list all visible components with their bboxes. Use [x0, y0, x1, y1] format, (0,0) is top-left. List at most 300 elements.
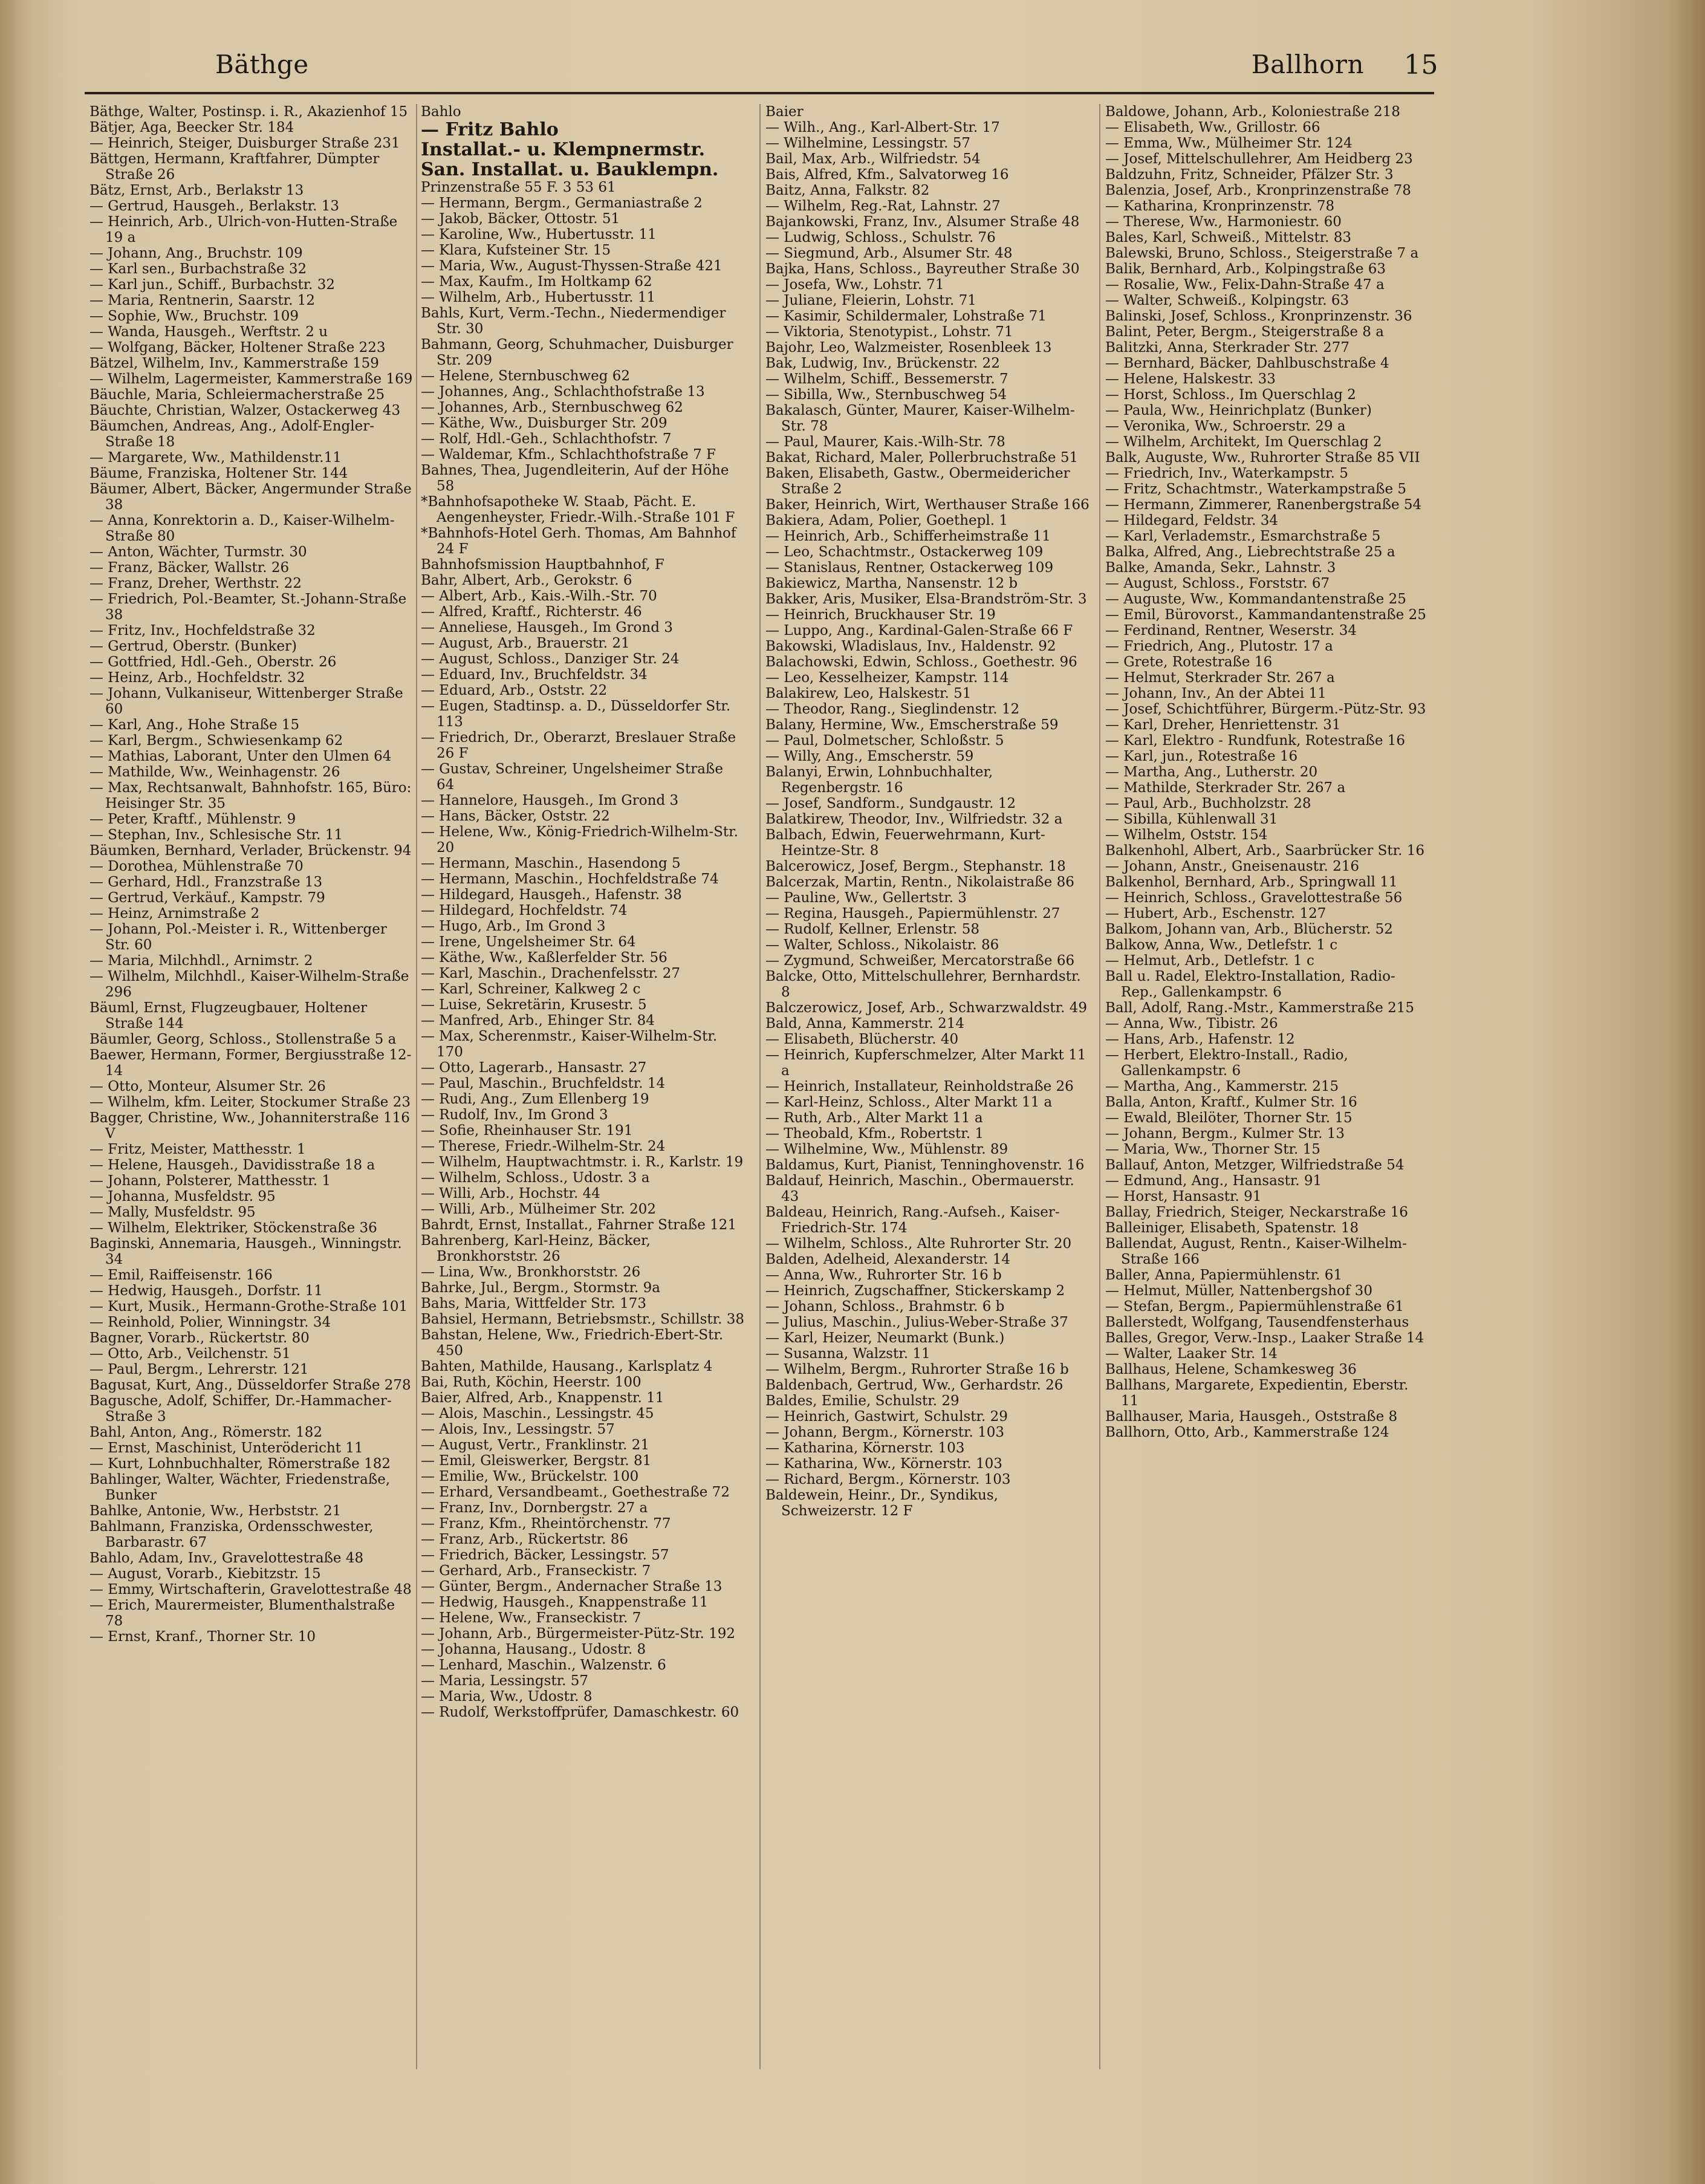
- directory-entry: — Willy, Ang., Emscherstr. 59: [765, 749, 974, 764]
- directory-entry: — Katharina, Ww., Körnerstr. 103: [765, 1456, 1002, 1472]
- directory-entry: Baldzuhn, Fritz, Schneider, Pfälzer Str. 3: [1105, 167, 1394, 183]
- directory-entry: — Johann, Bergm., Körnerstr. 103: [765, 1425, 1004, 1440]
- directory-entry: — Hedwig, Hausgeh., Dorfstr. 11: [89, 1283, 323, 1299]
- directory-entry: Bai, Ruth, Köchin, Heerstr. 100: [421, 1374, 641, 1390]
- directory-entry: — Maria, Ww., Thorner Str. 15: [1105, 1142, 1320, 1157]
- directory-entry: — Gustav, Schreiner, Ungelsheimer Straße 64: [421, 761, 723, 793]
- directory-entry: — Josef, Schichtführer, Bürgerm.-Pütz-Str. 93: [1105, 701, 1426, 717]
- directory-entry: Bäumken, Bernhard, Verlader, Brückenstr. 94: [89, 843, 412, 859]
- directory-entry: Ball u. Radel, Elektro-Installation, Radio-Rep., Gallenkampstr. 6: [1105, 969, 1395, 1000]
- directory-entry: — Maria, Lessingstr. 57: [421, 1673, 589, 1689]
- directory-entry: Ballhans, Margarete, Expedientin, Eberstr. 11: [1105, 1377, 1409, 1409]
- directory-entry: — Willi, Arb., Mülheimer Str. 202: [421, 1201, 657, 1217]
- directory-entry: Bahnhofsmission Hauptbahnhof, F: [421, 557, 664, 573]
- directory-entry: — Martha, Ang., Kammerstr. 215: [1105, 1079, 1339, 1094]
- directory-entry: Bakowski, Wladislaus, Inv., Haldenstr. 92: [765, 639, 1056, 654]
- directory-entry: — Franz, Bäcker, Wallstr. 26: [89, 560, 290, 576]
- directory-entry: — Hermann, Bergm., Germaniastraße 2: [421, 195, 703, 211]
- directory-entry: — Johannes, Arb., Sternbuschweg 62: [421, 400, 683, 415]
- directory-entry: — Anton, Wächter, Turmstr. 30: [89, 544, 307, 560]
- directory-entry: Ballendat, August, Rentn., Kaiser-Wilhelm-Straße 166: [1105, 1236, 1407, 1267]
- directory-entry: — Sophie, Ww., Bruchstr. 109: [89, 308, 299, 324]
- directory-entry: Bahrdt, Ernst, Installat., Fahrner Straße 121: [421, 1217, 737, 1233]
- directory-entry: Bahr, Albert, Arb., Gerokstr. 6: [421, 573, 632, 588]
- directory-entry: Bätzel, Wilhelm, Inv., Kammerstraße 159: [89, 356, 379, 371]
- directory-entry: — Theobald, Kfm., Robertstr. 1: [765, 1126, 984, 1142]
- directory-entry: — Friedrich, Ang., Plutostr. 17 a: [1105, 639, 1333, 654]
- directory-entry: — Karl, Heizer, Neumarkt (Bunk.): [765, 1330, 1005, 1346]
- directory-entry: — Leo, Kesselheizer, Kampstr. 114: [765, 670, 1009, 686]
- directory-entry: — August, Vorarb., Kiebitzstr. 15: [89, 1566, 321, 1582]
- directory-entry: — Wilhelm, Lagermeister, Kammerstraße 169: [89, 371, 413, 387]
- directory-entry: — Mathias, Laborant, Unter den Ulmen 64: [89, 749, 392, 764]
- directory-entry: — Margarete, Ww., Mathildenstr.11: [89, 450, 342, 466]
- directory-entry: Balcke, Otto, Mittelschullehrer, Bernhardstr. 8: [765, 969, 1081, 1000]
- directory-entry: Balleiniger, Elisabeth, Spatenstr. 18: [1105, 1220, 1359, 1236]
- directory-entry: Ballhaus, Helene, Schamkesweg 36: [1105, 1362, 1357, 1377]
- directory-entry: Baldeau, Heinrich, Rang.-Aufseh., Kaiser-Friedrich-Str. 174: [765, 1204, 1060, 1236]
- directory-entry: — Ewald, Bleilöter, Thorner Str. 15: [1105, 1110, 1353, 1126]
- directory-entry: — Heinz, Arb., Hochfeldstr. 32: [89, 670, 305, 686]
- directory-entry: Baldes, Emilie, Schulstr. 29: [765, 1393, 960, 1409]
- directory-entry: — Gerhard, Arb., Franseckistr. 7: [421, 1563, 651, 1579]
- directory-entry: — Emilie, Ww., Brückelstr. 100: [421, 1469, 639, 1484]
- directory-entry: — Klara, Kufsteiner Str. 15: [421, 242, 611, 258]
- directory-entry: Ballay, Friedrich, Steiger, Neckarstraße 16: [1105, 1204, 1408, 1220]
- column-divider: [1099, 104, 1100, 2069]
- column-divider: [416, 104, 417, 2069]
- directory-entry: Balkom, Johann van, Arb., Blücherstr. 52: [1105, 921, 1393, 937]
- directory-entry: — Helene, Halskestr. 33: [1105, 371, 1276, 387]
- directory-entry: — Hans, Arb., Hafenstr. 12: [1105, 1032, 1295, 1047]
- directory-entry: — Ernst, Kranf., Thorner Str. 10: [89, 1629, 316, 1645]
- directory-entry: Balanyi, Erwin, Lohnbuchhalter, Regenbergstr. 16: [765, 764, 993, 796]
- directory-entry: Balk, Auguste, Ww., Ruhrorter Straße 85 VII: [1105, 450, 1420, 466]
- directory-entry: — Bernhard, Bäcker, Dahlbuschstraße 4: [1105, 356, 1389, 371]
- directory-entry: — Gertrud, Hausgeh., Berlakstr. 13: [89, 198, 340, 214]
- directory-entry: — Heinrich, Schloss., Gravelottestraße 56: [1105, 890, 1403, 906]
- directory-entry: — Peter, Kraftf., Mühlenstr. 9: [89, 811, 296, 827]
- directory-entry: Balatkirew, Theodor, Inv., Wilfriedstr. 32 a: [765, 811, 1063, 827]
- directory-entry: — Karoline, Ww., Hubertusstr. 11: [421, 227, 657, 242]
- directory-entry: — Josef, Sandform., Sundgaustr. 12: [765, 796, 1016, 811]
- directory-entry: Bagner, Vorarb., Rückertstr. 80: [89, 1330, 310, 1346]
- directory-entry: — Franz, Inv., Dornbergstr. 27 a: [421, 1500, 648, 1516]
- directory-entry: — Mathilde, Ww., Weinhagenstr. 26: [89, 764, 340, 780]
- directory-entry: Balden, Adelheid, Alexanderstr. 14: [765, 1252, 1010, 1267]
- directory-entry: — Leo, Schachtmstr., Ostackerweg 109: [765, 544, 1044, 560]
- directory-entry: *Bahnhofsapotheke W. Staab, Pächt. E. Aengenheyster, Friedr.-Wilh.-Straße 101 F: [421, 494, 735, 525]
- directory-entry: — Johann, Anstr., Gneisenaustr. 216: [1105, 859, 1359, 874]
- directory-entry: Balachowski, Edwin, Schloss., Goethestr. 96: [765, 654, 1077, 670]
- directory-entry: Balik, Bernhard, Arb., Kolpingstraße 63: [1105, 261, 1386, 277]
- directory-entry: Baginski, Annemaria, Hausgeh., Winningstr. 34: [89, 1236, 402, 1267]
- directory-entry: — Theodor, Rang., Sieglindenstr. 12: [765, 701, 1020, 717]
- directory-entry: Baldenbach, Gertrud, Ww., Gerhardstr. 26: [765, 1377, 1064, 1393]
- directory-entry: — Maria, Ww., Udostr. 8: [421, 1689, 593, 1705]
- directory-entry: — Wilhelm, Reg.-Rat, Lahnstr. 27: [765, 198, 1001, 214]
- running-head: [215, 50, 1437, 92]
- directory-entry: — Willi, Arb., Hochstr. 44: [421, 1186, 600, 1201]
- directory-entry: — Horst, Hansastr. 91: [1105, 1189, 1262, 1204]
- directory-entry: — Wilhelm, Oststr. 154: [1105, 827, 1268, 843]
- header-rule: [85, 92, 1434, 94]
- directory-entry: Bätz, Ernst, Arb., Berlakstr 13: [89, 183, 304, 198]
- directory-entry: — Helene, Sternbuschweg 62: [421, 368, 631, 384]
- directory-entry: — Rudolf, Inv., Im Grond 3: [421, 1107, 608, 1123]
- directory-entry: Baldewein, Heinr., Dr., Syndikus, Schweizerstr. 12 F: [765, 1487, 998, 1519]
- directory-entry: — Sibilla, Kühlenwall 31: [1105, 811, 1278, 827]
- directory-entry: — Gottfried, Hdl.-Geh., Oberstr. 26: [89, 654, 337, 670]
- directory-entry: Baitz, Anna, Falkstr. 82: [765, 183, 930, 198]
- directory-entry: Bahstan, Helene, Ww., Friedrich-Ebert-Str. 450: [421, 1327, 724, 1359]
- directory-entry: — Eugen, Stadtinsp. a. D., Düsseldorfer Str. 113: [421, 698, 731, 730]
- directory-entry: — Johanna, Musfeldstr. 95: [89, 1189, 276, 1204]
- directory-entry: — Paul, Bergm., Lehrerstr. 121: [89, 1362, 309, 1377]
- directory-entry: Balles, Gregor, Verw.-Insp., Laaker Straße 14: [1105, 1330, 1424, 1346]
- directory-entry: Balakirew, Leo, Halskestr. 51: [765, 686, 972, 701]
- directory-entry: — Emil, Gleiswerker, Bergstr. 81: [421, 1453, 652, 1469]
- directory-entry: — August, Arb., Brauerstr. 21: [421, 635, 630, 651]
- directory-entry: Ball, Adolf, Rang.-Mstr., Kammerstraße 215: [1105, 1000, 1415, 1016]
- directory-entry: — Pauline, Ww., Gellertstr. 3: [765, 890, 967, 906]
- directory-entry: — Paul, Dolmetscher, Schloßstr. 5: [765, 733, 1004, 749]
- directory-entry: — Wilhelm, Schloss., Udostr. 3 a: [421, 1170, 650, 1186]
- directory-entry: — Jakob, Bäcker, Ottostr. 51: [421, 211, 620, 227]
- directory-entry: — Josef, Mittelschullehrer, Am Heidberg 23: [1105, 151, 1413, 167]
- directory-column-1: [89, 104, 414, 2166]
- directory-entry: Bakiera, Adam, Polier, Goethepl. 1: [765, 513, 1008, 528]
- directory-entry: — Gertrud, Oberstr. (Bunker): [89, 639, 297, 654]
- directory-entry: — Sofie, Rheinhauser Str. 191: [421, 1123, 633, 1139]
- directory-entry: — Johann, Polsterer, Matthesstr. 1: [89, 1173, 331, 1189]
- directory-entry: — Hildegard, Hochfeldstr. 74: [421, 903, 628, 918]
- directory-entry: — Friedrich, Bäcker, Lessingstr. 57: [421, 1547, 669, 1563]
- directory-entry: Bahlke, Antonie, Ww., Herbststr. 21: [89, 1503, 342, 1519]
- directory-entry: Balinski, Josef, Schloss., Kronprinzenstr. 36: [1105, 308, 1412, 324]
- directory-entry: Ballhauser, Maria, Hausgeh., Oststraße 8: [1105, 1409, 1398, 1425]
- directory-entry: — Walter, Schweiß., Kolpingstr. 63: [1105, 293, 1349, 308]
- directory-entry: — Hannelore, Hausgeh., Im Grond 3: [421, 793, 679, 808]
- directory-entry: — Eduard, Inv., Bruchfeldstr. 34: [421, 667, 648, 683]
- directory-entry: Bahlmann, Franziska, Ordensschwester, Barbarastr. 67: [89, 1519, 374, 1550]
- directory-entry: Baewer, Hermann, Former, Bergiusstraße 12-14: [89, 1047, 412, 1079]
- directory-entry: — Paula, Ww., Heinrichplatz (Bunker): [1105, 403, 1372, 418]
- directory-entry: — Maria, Ww., August-Thyssen-Straße 421: [421, 258, 723, 274]
- directory-entry: Bajankowski, Franz, Inv., Alsumer Straße 48: [765, 214, 1080, 230]
- directory-entry: — Mally, Musfeldstr. 95: [89, 1204, 256, 1220]
- directory-entry: — Maria, Milchhdl., Arnimstr. 2: [89, 953, 313, 969]
- directory-entry: — Kurt, Lohnbuchhalter, Römerstraße 182: [89, 1456, 391, 1472]
- directory-entry: — Katharina, Kronprinzenstr. 78: [1105, 198, 1335, 214]
- directory-entry: — Johann, Ang., Bruchstr. 109: [89, 245, 303, 261]
- directory-entry: — Gerhard, Hdl., Franzstraße 13: [89, 874, 323, 890]
- directory-entry: — Anna, Konrektorin a. D., Kaiser-Wilhelm-Straße 80: [89, 513, 395, 544]
- directory-entry: Bail, Max, Arb., Wilfriedstr. 54: [765, 151, 981, 167]
- directory-entry: — Julius, Maschin., Julius-Weber-Straße 37: [765, 1315, 1068, 1330]
- directory-entry: — Käthe, Ww., Kaßlerfelder Str. 56: [421, 950, 667, 966]
- directory-entry: Bak, Ludwig, Inv., Brückenstr. 22: [765, 356, 1000, 371]
- directory-entry: — Eduard, Arb., Oststr. 22: [421, 683, 608, 698]
- directory-entry: — Reinhold, Polier, Winningstr. 34: [89, 1315, 331, 1330]
- directory-entry: — Wilhelm, Schiff., Bessemerstr. 7: [765, 371, 1008, 387]
- directory-entry: Bahten, Mathilde, Hausang., Karlsplatz 4: [421, 1359, 713, 1374]
- directory-entry: — Kurt, Musik., Hermann-Grothe-Straße 101: [89, 1299, 408, 1315]
- directory-entry: — Fritz, Inv., Hochfeldstraße 32: [89, 623, 316, 639]
- directory-entry: — Fritz Bahlo: [421, 119, 559, 140]
- directory-entry: San. Installat. u. Bauklempn.: [421, 159, 719, 180]
- directory-entry: Bakat, Richard, Maler, Pollerbruchstraße 51: [765, 450, 1079, 466]
- directory-entry: Installat.- u. Klempnermstr.: [421, 139, 706, 160]
- directory-entry: — Gertrud, Verkäuf., Kampstr. 79: [89, 890, 325, 906]
- directory-entry: — Karl, Ang., Hohe Straße 15: [89, 717, 300, 733]
- directory-entry: — Kasimir, Schildermaler, Lohstraße 71: [765, 308, 1047, 324]
- directory-entry: — Fritz, Schachtmstr., Waterkampstraße 5: [1105, 481, 1407, 497]
- directory-entry: — Anna, Ww., Tibistr. 26: [1105, 1016, 1278, 1032]
- directory-entry: Bahlo: [421, 104, 461, 120]
- directory-entry: — Josefa, Ww., Lohstr. 71: [765, 277, 944, 293]
- directory-entry: — Johannes, Ang., Schlachthofstraße 13: [421, 384, 705, 400]
- directory-entry: Bahls, Kurt, Verm.-Techn., Niedermendiger Str. 30: [421, 305, 726, 337]
- directory-entry: — Siegmund, Arb., Alsumer Str. 48: [765, 245, 1013, 261]
- directory-entry: — Otto, Arb., Veilchenstr. 51: [89, 1346, 291, 1362]
- directory-entry: — Max, Rechtsanwalt, Bahnhofstr. 165, Büro: Heisinger Str. 35: [89, 780, 412, 811]
- directory-entry: — Wilhelm, Arb., Hubertusstr. 11: [421, 290, 656, 305]
- directory-entry: Balbach, Edwin, Feuerwehrmann, Kurt-Heintze-Str. 8: [765, 827, 1045, 859]
- directory-entry: Bajohr, Leo, Walzmeister, Rosenbleek 13: [765, 340, 1052, 356]
- directory-entry: — Stanislaus, Rentner, Ostackerweg 109: [765, 560, 1054, 576]
- directory-entry: — Wilhelm, Schloss., Alte Ruhrorter Str. 20: [765, 1236, 1072, 1252]
- directory-entry: — Emmy, Wirtschafterin, Gravelottestraße 48: [89, 1582, 412, 1597]
- directory-entry: — Hubert, Arb., Eschenstr. 127: [1105, 906, 1327, 921]
- directory-entry: — Wolfgang, Bäcker, Holtener Straße 223: [89, 340, 386, 356]
- directory-entry: — Heinrich, Kupferschmelzer, Alter Markt 11 a: [765, 1047, 1086, 1079]
- directory-entry: — Helene, Hausgeh., Davidisstraße 18 a: [89, 1157, 375, 1173]
- directory-entry: Balany, Hermine, Ww., Emscherstraße 59: [765, 717, 1059, 733]
- page-number: 15: [1404, 50, 1438, 80]
- directory-entry: Bäuml, Ernst, Flugzeugbauer, Holtener Straße 144: [89, 1000, 368, 1032]
- directory-entry: Bahl, Anton, Ang., Römerstr. 182: [89, 1425, 323, 1440]
- directory-entry: Ballhorn, Otto, Arb., Kammerstraße 124: [1105, 1425, 1389, 1440]
- directory-entry: — Max, Scherenmstr., Kaiser-Wilhelm-Str. 170: [421, 1029, 718, 1060]
- directory-entry: — Käthe, Ww., Duisburger Str. 209: [421, 415, 667, 431]
- directory-entry: — Hildegard, Feldstr. 34: [1105, 513, 1278, 528]
- directory-entry: Bakker, Aris, Musiker, Elsa-Brandström-Str. 3: [765, 591, 1087, 607]
- directory-entry: — Karl, Elektro - Rundfunk, Rotestraße 16: [1105, 733, 1406, 749]
- directory-entry: — Helmut, Sterkrader Str. 267 a: [1105, 670, 1335, 686]
- directory-entry: — Karl, Maschin., Drachenfelsstr. 27: [421, 966, 680, 981]
- directory-entry: Balitzki, Anna, Sterkrader Str. 277: [1105, 340, 1350, 356]
- directory-entry: Balenzia, Josef, Arb., Kronprinzenstraße 78: [1105, 183, 1411, 198]
- directory-entry: — Emma, Ww., Mülheimer Str. 124: [1105, 135, 1353, 151]
- directory-column-2: [421, 104, 745, 2166]
- directory-entry: Bagusat, Kurt, Ang., Düsseldorfer Straße 278: [89, 1377, 411, 1393]
- directory-entry: Baldowe, Johann, Arb., Koloniestraße 218: [1105, 104, 1400, 120]
- directory-entry: Bajka, Hans, Schloss., Bayreuther Straße 30: [765, 261, 1080, 277]
- directory-entry: Baldauf, Heinrich, Maschin., Obermauerstr. 43: [765, 1173, 1074, 1204]
- directory-entry: — Ludwig, Schloss., Schulstr. 76: [765, 230, 996, 245]
- directory-entry: — Lina, Ww., Bronkhorststr. 26: [421, 1264, 641, 1280]
- directory-entry: Ballauf, Anton, Metzger, Wilfriedstraße 54: [1105, 1157, 1405, 1173]
- directory-entry: — Emil, Raiffeisenstr. 166: [89, 1267, 273, 1283]
- directory-entry: — Edmund, Ang., Hansastr. 91: [1105, 1173, 1322, 1189]
- directory-entry: — Manfred, Arb., Ehinger Str. 84: [421, 1013, 655, 1029]
- directory-entry: — Karl, Dreher, Henriettenstr. 31: [1105, 717, 1341, 733]
- directory-entry: Bakalasch, Günter, Maurer, Kaiser-Wilhelm-Str. 78: [765, 403, 1075, 434]
- directory-entry: Balint, Peter, Bergm., Steigerstraße 8 a: [1105, 324, 1384, 340]
- directory-entry: — Dorothea, Mühlenstraße 70: [89, 859, 304, 874]
- directory-entry: — Karl, Schreiner, Kalkweg 2 c: [421, 981, 641, 997]
- directory-entry: — Franz, Arb., Rückertstr. 86: [421, 1532, 628, 1547]
- directory-entry: — Veronika, Ww., Schroerstr. 29 a: [1105, 418, 1346, 434]
- directory-entry: — Rudolf, Kellner, Erlenstr. 58: [765, 921, 980, 937]
- directory-entry: — Walter, Schloss., Nikolaistr. 86: [765, 937, 999, 953]
- directory-entry: Balczerowicz, Josef, Arb., Schwarzwaldstr. 49: [765, 1000, 1087, 1016]
- directory-entry: Baller, Anna, Papiermühlenstr. 61: [1105, 1267, 1343, 1283]
- directory-entry: Balcerzak, Martin, Rentn., Nikolaistraße 86: [765, 874, 1074, 890]
- directory-entry: — Wilhelm, Hauptwachtmstr. i. R., Karlstr. 19: [421, 1154, 744, 1170]
- directory-entry: Baker, Heinrich, Wirt, Werthauser Straße 166: [765, 497, 1090, 513]
- directory-entry: — Friedrich, Pol.-Beamter, St.-Johann-Straße 38: [89, 591, 407, 623]
- directory-entry: — Erich, Maurermeister, Blumenthalstraße 78: [89, 1597, 395, 1629]
- directory-entry: — Maria, Rentnerin, Saarstr. 12: [89, 293, 316, 308]
- directory-entry: — Friedrich, Dr., Oberarzt, Breslauer Straße 26 F: [421, 730, 736, 761]
- directory-entry: — Johann, Vulkaniseur, Wittenberger Straße 60: [89, 686, 403, 717]
- directory-entry: — Auguste, Ww., Kommandantenstraße 25: [1105, 591, 1406, 607]
- directory-entry: Balla, Anton, Kraftf., Kulmer Str. 16: [1105, 1094, 1357, 1110]
- directory-entry: Bäuchte, Christian, Walzer, Ostackerweg 43: [89, 403, 401, 418]
- directory-entry: Baier: [765, 104, 804, 120]
- directory-entry: — Helene, Ww., Franseckistr. 7: [421, 1610, 641, 1626]
- directory-entry: — Karl, jun., Rotestraße 16: [1105, 749, 1298, 764]
- directory-entry: — Sibilla, Ww., Sternbuschweg 54: [765, 387, 1007, 403]
- directory-entry: — Wilhelmine, Ww., Mühlenstr. 89: [765, 1142, 1008, 1157]
- directory-entry: Baier, Alfred, Arb., Knappenstr. 11: [421, 1390, 664, 1406]
- directory-entry: Bäumer, Albert, Bäcker, Angermunder Straße 38: [89, 481, 412, 513]
- directory-entry: Bahnes, Thea, Jugendleiterin, Auf der Höhe 58: [421, 463, 729, 494]
- directory-entry: — Therese, Friedr.-Wilhelm-Str. 24: [421, 1139, 666, 1154]
- directory-entry: Balka, Alfred, Ang., Liebrechtstraße 25 a: [1105, 544, 1395, 560]
- directory-entry: — Ernst, Maschinist, Unterödericht 11: [89, 1440, 363, 1456]
- directory-entry: — Emil, Bürovorst., Kammandantenstraße 25: [1105, 607, 1426, 623]
- directory-entry: — Therese, Ww., Harmoniestr. 60: [1105, 214, 1342, 230]
- directory-entry: Bäumler, Georg, Schloss., Stollenstraße 5 a: [89, 1032, 397, 1047]
- directory-entry: — Rudi, Ang., Zum Ellenberg 19: [421, 1091, 649, 1107]
- directory-entry: Balewski, Bruno, Schloss., Steigerstraße 7 a: [1105, 245, 1419, 261]
- directory-entry: — Wilhelm, Architekt, Im Querschlag 2: [1105, 434, 1382, 450]
- directory-entry: — Heinrich, Gastwirt, Schulstr. 29: [765, 1409, 1008, 1425]
- directory-entry: — Rolf, Hdl.-Geh., Schlachthofstr. 7: [421, 431, 672, 447]
- directory-entry: — Horst, Schloss., Im Querschlag 2: [1105, 387, 1356, 403]
- directory-entry: — Elisabeth, Ww., Grillostr. 66: [1105, 120, 1320, 135]
- directory-entry: — Helene, Ww., König-Friedrich-Wilhelm-Str. 20: [421, 824, 738, 856]
- directory-entry: Bahlinger, Walter, Wächter, Friedenstraße, Bunker: [89, 1472, 391, 1503]
- directory-entry: Bäthge, Walter, Postinsp. i. R., Akazienhof 15: [89, 104, 408, 120]
- directory-entry: Bahs, Maria, Wittfelder Str. 173: [421, 1296, 646, 1311]
- directory-entry: — Alois, Inv., Lessingstr. 57: [421, 1422, 615, 1437]
- directory-entry: — Luppo, Ang., Kardinal-Galen-Straße 66 F: [765, 623, 1073, 639]
- directory-entry: — Heinrich, Arb., Schifferheimstraße 11: [765, 528, 1051, 544]
- directory-entry: — Heinrich, Arb., Ulrich-von-Hutten-Straße 19 a: [89, 214, 398, 245]
- directory-entry: — Helmut, Müller, Nattenbergshof 30: [1105, 1283, 1372, 1299]
- directory-entry: Baken, Elisabeth, Gastw., Obermeidericher Straße 2: [765, 466, 1070, 497]
- directory-entry: Bais, Alfred, Kfm., Salvatorweg 16: [765, 167, 1009, 183]
- running-head-last-entry: Ballhorn: [1251, 50, 1364, 79]
- directory-entry: — Hedwig, Hausgeh., Knappenstraße 11: [421, 1594, 709, 1610]
- directory-entry: Bahlo, Adam, Inv., Gravelottestraße 48: [89, 1550, 364, 1566]
- directory-entry: Ballerstedt, Wolfgang, Tausendfensterhaus: [1105, 1315, 1409, 1330]
- directory-entry: Balkenhohl, Albert, Arb., Saarbrücker Str. 16: [1105, 843, 1425, 859]
- directory-entry: — Helmut, Arb., Detlefstr. 1 c: [1105, 953, 1314, 969]
- directory-entry: — August, Schloss., Danziger Str. 24: [421, 651, 680, 667]
- directory-entry: Balke, Amanda, Sekr., Lahnstr. 3: [1105, 560, 1336, 576]
- directory-entry: — Johann, Arb., Bürgermeister-Pütz-Str. 192: [421, 1626, 736, 1642]
- directory-entry: — Johanna, Hausang., Udostr. 8: [421, 1642, 646, 1657]
- directory-entry: — Wilhelmine, Lessingstr. 57: [765, 135, 971, 151]
- directory-entry: — Walter, Laaker Str. 14: [1105, 1346, 1278, 1362]
- directory-column-4: [1105, 104, 1429, 2166]
- directory-entry: — Otto, Monteur, Alsumer Str. 26: [89, 1079, 326, 1094]
- directory-entry: — Katharina, Körnerstr. 103: [765, 1440, 965, 1456]
- running-head-first-entry: Bäthge: [215, 50, 309, 79]
- directory-entry: — Martha, Ang., Lutherstr. 20: [1105, 764, 1318, 780]
- directory-entry: — Albert, Arb., Kais.-Wilh.-Str. 70: [421, 588, 657, 604]
- directory-entry: — Johann, Bergm., Kulmer Str. 13: [1105, 1126, 1345, 1142]
- directory-entry: — Luise, Sekretärin, Krusestr. 5: [421, 997, 647, 1013]
- directory-entry: Balcerowicz, Josef, Bergm., Stephanstr. 18: [765, 859, 1066, 874]
- directory-entry: — Wilhelm, Elektriker, Stöckenstraße 36: [89, 1220, 377, 1236]
- directory-entry: — Heinz, Arnimstraße 2: [89, 906, 260, 921]
- directory-entry: Bahrenberg, Karl-Heinz, Bäcker, Bronkhorststr. 26: [421, 1233, 651, 1264]
- directory-entry: — Grete, Rotestraße 16: [1105, 654, 1273, 670]
- directory-entry: — Heinrich, Bruckhauser Str. 19: [765, 607, 996, 623]
- directory-entry: Baldamus, Kurt, Pianist, Tenninghovenstr. 16: [765, 1157, 1085, 1173]
- directory-entry: Prinzenstraße 55 F. 3 53 61: [421, 180, 616, 195]
- directory-entry: — Karl, Verlademstr., Esmarchstraße 5: [1105, 528, 1381, 544]
- directory-entry: — Johann, Inv., An der Abtei 11: [1105, 686, 1327, 701]
- directory-entry: — Heinrich, Installateur, Reinholdstraße 26: [765, 1079, 1074, 1094]
- directory-entry: — Wilh., Ang., Karl-Albert-Str. 17: [765, 120, 1000, 135]
- directory-entry: — Viktoria, Stenotypist., Lohstr. 71: [765, 324, 1013, 340]
- directory-entry: — Karl jun., Schiff., Burbachstr. 32: [89, 277, 336, 293]
- directory-entry: — Karl, Bergm., Schwiesenkamp 62: [89, 733, 343, 749]
- directory-entry: — Wanda, Hausgeh., Werftstr. 2 u: [89, 324, 328, 340]
- directory-entry: — Wilhelm, Milchhdl., Kaiser-Wilhelm-Straße 296: [89, 969, 409, 1000]
- directory-entry: — Wilhelm, Bergm., Ruhrorter Straße 16 b: [765, 1362, 1069, 1377]
- directory-entry: — Rudolf, Werkstoffprüfer, Damaschkestr. 60: [421, 1705, 739, 1720]
- directory-entry: — Regina, Hausgeh., Papiermühlenstr. 27: [765, 906, 1060, 921]
- directory-entry: — Heinrich, Zugschaffner, Stickerskamp 2: [765, 1283, 1065, 1299]
- directory-entry: — Wilhelm, kfm. Leiter, Stockumer Straße 23: [89, 1094, 411, 1110]
- directory-entry: — Karl sen., Burbachstraße 32: [89, 261, 307, 277]
- directory-entry: — Stefan, Bergm., Papiermühlenstraße 61: [1105, 1299, 1404, 1315]
- directory-entry: — Anneliese, Hausgeh., Im Grond 3: [421, 620, 673, 635]
- directory-entry: — Johann, Pol.-Meister i. R., Wittenberger Str. 60: [89, 921, 387, 953]
- directory-entry: — Irene, Ungelsheimer Str. 64: [421, 934, 636, 950]
- directory-entry: — August, Vertr., Franklinstr. 21: [421, 1437, 650, 1453]
- directory-entry: Bäumchen, Andreas, Ang., Adolf-Engler-Straße 18: [89, 418, 375, 450]
- directory-entry: — Otto, Lagerarb., Hansastr. 27: [421, 1060, 647, 1076]
- directory-entry: Bagusche, Adolf, Schiffer, Dr.-Hammacher-Straße 3: [89, 1393, 392, 1425]
- directory-entry: — Günter, Bergm., Andernacher Straße 13: [421, 1579, 723, 1594]
- directory-entry: — Hermann, Maschin., Hochfeldstraße 74: [421, 871, 719, 887]
- directory-entry: — Hildegard, Hausgeh., Hafenstr. 38: [421, 887, 682, 903]
- directory-entry: — Hermann, Maschin., Hasendong 5: [421, 856, 681, 871]
- directory-entry: Bäume, Franziska, Holtener Str. 144: [89, 466, 348, 481]
- directory-entry: — Karl-Heinz, Schloss., Alter Markt 11 a: [765, 1094, 1053, 1110]
- directory-entry: — Erhard, Versandbeamt., Goethestraße 72: [421, 1484, 730, 1500]
- directory-entry: Bahrke, Jul., Bergm., Stormstr. 9a: [421, 1280, 661, 1296]
